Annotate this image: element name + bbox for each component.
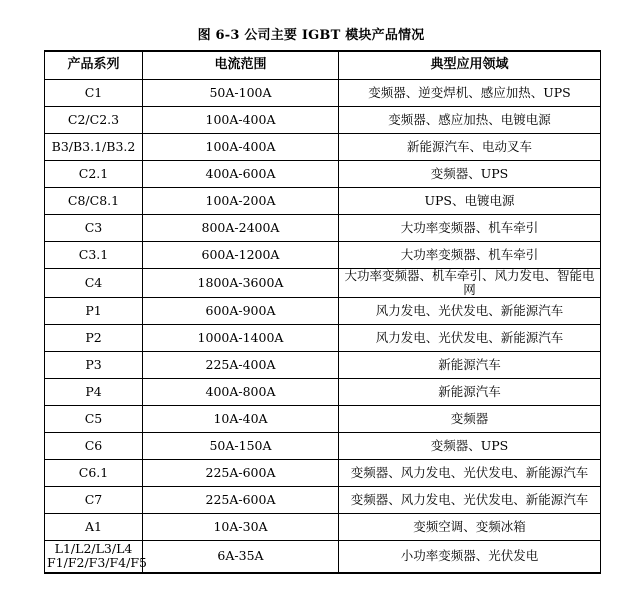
cell-series-line: F1/F2/F3/F4/F5 <box>47 555 147 571</box>
header-product-series: 产品系列 <box>45 51 143 79</box>
cell-application: 变频器、风力发电、光伏发电、新能源汽车 <box>339 486 601 513</box>
table-row <box>45 459 601 486</box>
header-current-range: 电流范围 <box>143 51 339 79</box>
table-row <box>45 241 601 268</box>
table-row <box>45 133 601 160</box>
cell-application: 大功率变频器、机车牵引、风力发电、智能电网 <box>339 268 601 297</box>
cell-current: 100A-400A <box>143 133 339 160</box>
cell-current: 1800A-3600A <box>143 268 339 297</box>
cell-current: 100A-400A <box>143 106 339 133</box>
cell-application: 新能源汽车 <box>339 378 601 405</box>
cell-series: C6 <box>45 432 143 459</box>
cell-current: 1000A-1400A <box>143 324 339 351</box>
cell-current: 600A-1200A <box>143 241 339 268</box>
cell-current: 400A-800A <box>143 378 339 405</box>
cell-series: C8/C8.1 <box>45 187 143 214</box>
cell-application: 新能源汽车 <box>339 351 601 378</box>
cell-current: 225A-400A <box>143 351 339 378</box>
cell-current: 100A-200A <box>143 187 339 214</box>
cell-series: C3.1 <box>45 241 143 268</box>
cell-series: P3 <box>45 351 143 378</box>
cell-series: C4 <box>45 268 143 297</box>
igbt-product-table <box>44 50 601 574</box>
cell-application: 风力发电、光伏发电、新能源汽车 <box>339 297 601 324</box>
table-caption: 图 6-3 公司主要 IGBT 模块产品情况 <box>197 28 425 43</box>
cell-series: P2 <box>45 324 143 351</box>
cell-application: 变频空调、变频冰箱 <box>339 513 601 540</box>
cell-application: 变频器、逆变焊机、感应加热、UPS <box>339 79 601 106</box>
table-row <box>45 79 601 106</box>
cell-series: P1 <box>45 297 143 324</box>
header-typical-application: 典型应用领域 <box>339 51 601 79</box>
cell-application: 风力发电、光伏发电、新能源汽车 <box>339 324 601 351</box>
cell-series: B3/B3.1/B3.2 <box>45 133 143 160</box>
table-row <box>45 160 601 187</box>
cell-application: 变频器、风力发电、光伏发电、新能源汽车 <box>339 459 601 486</box>
cell-series: A1 <box>45 513 143 540</box>
cell-current: 10A-40A <box>143 405 339 432</box>
cell-application: 变频器、UPS <box>339 160 601 187</box>
table-row <box>45 268 601 297</box>
table-row <box>45 405 601 432</box>
cell-current: 800A-2400A <box>143 214 339 241</box>
cell-series-line: L1/L2/L3/L4 <box>54 541 133 557</box>
table-row <box>45 540 601 573</box>
table-row <box>45 432 601 459</box>
cell-current: 50A-150A <box>143 432 339 459</box>
table-row <box>45 187 601 214</box>
cell-series: P4 <box>45 378 143 405</box>
table-row <box>45 106 601 133</box>
cell-series: C5 <box>45 405 143 432</box>
cell-series: C6.1 <box>45 459 143 486</box>
table-row <box>45 378 601 405</box>
table-row <box>45 297 601 324</box>
cell-application: 变频器 <box>339 405 601 432</box>
cell-application: 大功率变频器、机车牵引 <box>339 214 601 241</box>
table-row <box>45 214 601 241</box>
cell-application: 新能源汽车、电动叉车 <box>339 133 601 160</box>
cell-current: 225A-600A <box>143 486 339 513</box>
cell-series: C7 <box>45 486 143 513</box>
cell-application: UPS、电镀电源 <box>339 187 601 214</box>
cell-current: 225A-600A <box>143 459 339 486</box>
table-row <box>45 486 601 513</box>
cell-application: 大功率变频器、机车牵引 <box>339 241 601 268</box>
cell-current: 50A-100A <box>143 79 339 106</box>
cell-application: 变频器、UPS <box>339 432 601 459</box>
cell-series: C3 <box>45 214 143 241</box>
cell-series: C2.1 <box>45 160 143 187</box>
cell-application: 变频器、感应加热、电镀电源 <box>339 106 601 133</box>
table-row <box>45 351 601 378</box>
cell-series <box>45 540 147 573</box>
cell-current: 10A-30A <box>143 513 339 540</box>
table-row <box>45 513 601 540</box>
table-row <box>45 324 601 351</box>
cell-current: 400A-600A <box>143 160 339 187</box>
cell-series: C1 <box>45 79 143 106</box>
table-header-row <box>45 51 601 79</box>
cell-application: 小功率变频器、光伏发电 <box>339 540 601 573</box>
cell-series: C2/C2.3 <box>45 106 143 133</box>
cell-current: 600A-900A <box>143 297 339 324</box>
cell-current: 6A-35A <box>143 540 339 573</box>
